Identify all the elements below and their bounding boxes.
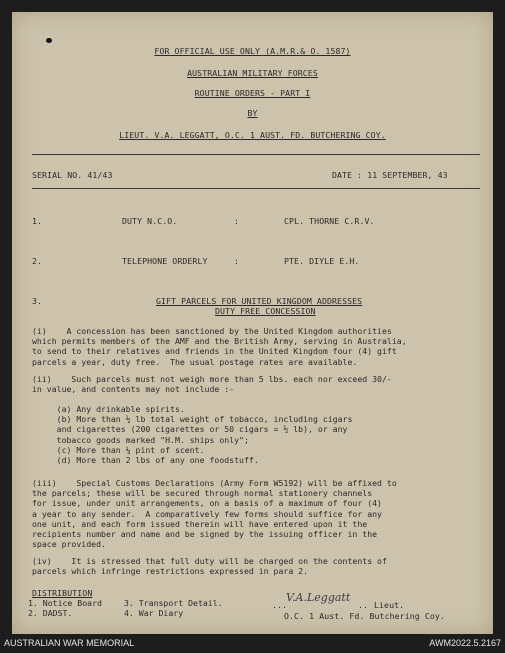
item-2-number: 2.	[32, 256, 43, 266]
item-2-separator: :	[234, 256, 240, 266]
item-2-name: PTE. DIYLE E.H.	[284, 256, 360, 266]
section-3-subtitle: DUTY FREE CONCESSION	[215, 306, 316, 316]
paragraph-iv: (iv) It is stressed that full duty will be charged on the contents of parcels which infringe restrictions expressed in para 2.	[32, 556, 387, 577]
header-organization: AUSTRALIAN MILITARY FORCES	[187, 68, 318, 78]
archive-name: AUSTRALIAN WAR MEMORIAL	[4, 638, 135, 648]
divider-top	[32, 154, 480, 155]
signature-unit: O.C. 1 Aust. Fd. Butchering Coy.	[284, 611, 445, 621]
punch-hole	[46, 38, 52, 43]
item-1-role: DUTY N.C.O.	[122, 216, 178, 226]
signature-trailing-dots: ..	[358, 600, 369, 610]
distribution-list-right: 3. Transport Detail. 4. War Diary	[124, 598, 223, 619]
divider-serial	[32, 188, 480, 189]
section-3-title: GIFT PARCELS FOR UNITED KINGDOM ADDRESSES	[156, 296, 363, 306]
paragraph-ii: (ii) Such parcels must not weigh more than 5 lbs. each nor exceed 30/- in value, and contents may not include :-	[32, 374, 392, 395]
order-date: DATE : 11 SEPTEMBER, 43	[332, 170, 448, 180]
signature-leader-dots: ...	[272, 600, 288, 610]
header-classification: FOR OFFICIAL USE ONLY (A.M.R.& O. 1587)	[154, 46, 351, 56]
distribution-list-left: 1. Notice Board 2. DADST.	[28, 598, 102, 619]
paragraph-i: (i) A concession has been sanctioned by the United Kingdom authorities which permits members of the AMF and the British Army, serving in Australia, to send to their relatives and friends in the United Kingdom four (4) gift parcels a year, duty free. The usual postage rates are available.	[32, 326, 407, 367]
document-page	[12, 12, 493, 634]
header-issuer: LIEUT. V.A. LEGGATT, O.C. 1 AUST. FD. BUTCHERING COY.	[119, 130, 386, 140]
item-1-number: 1.	[32, 216, 43, 226]
item-2-role: TELEPHONE ORDERLY	[122, 256, 208, 266]
header-by: BY	[247, 108, 258, 118]
restrictions-list: (a) Any drinkable spirits. (b) More than ½ lb total weight of tobacco, including cigars and cigarettes (200 cigarettes or 50 cigars = ½ lb), or any tobacco goods marked "H.M. ships only"; (c) More than ¼ pint of scent. (d) More than 2 lbs of any one foodstuff.	[56, 404, 353, 466]
paragraph-iii: (iii) Special Customs Declarations (Army Form W5192) will be affixed to the parcels; these will be secured through normal stationery channels for issue, under unit arrangements, on a basis of a maximum of four (4) a year to any sender. A comparatively few forms should suffice for any one unit, and each form issued therein will have entered upon it the recipients number and name and be signed by the issuing officer in the space provided.	[32, 478, 397, 550]
archive-footer	[0, 634, 505, 653]
item-1-name: CPL. THORNE C.R.V.	[284, 216, 375, 226]
archive-reference: AWM2022.5.2167	[429, 638, 501, 648]
signature-rank: Lieut.	[374, 600, 405, 610]
header-order-type: ROUTINE ORDERS - PART I	[194, 88, 311, 98]
serial-number: SERIAL NO. 41/43	[32, 170, 113, 180]
section-3-number: 3.	[32, 296, 43, 306]
distribution-title: DISTRIBUTION	[32, 588, 93, 598]
item-1-separator: :	[234, 216, 240, 226]
signature-handwritten: V.A.Leggatt	[286, 591, 351, 604]
